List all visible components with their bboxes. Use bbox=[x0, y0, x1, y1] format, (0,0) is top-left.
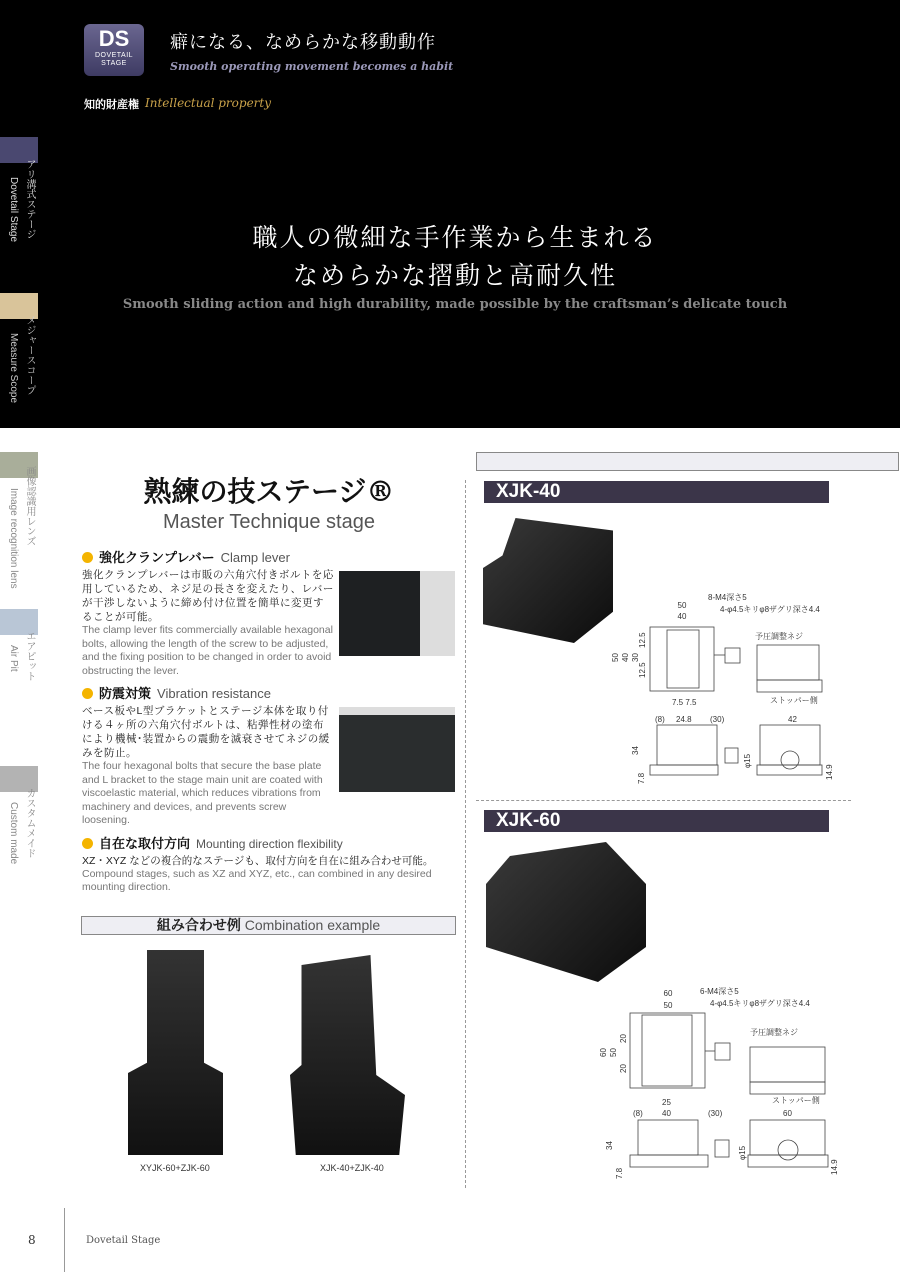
bullet-icon bbox=[82, 552, 93, 563]
ip-label: 知的財産権 bbox=[84, 98, 139, 111]
svg-text:14.9: 14.9 bbox=[830, 1159, 839, 1175]
xjk40-photo bbox=[483, 518, 613, 643]
svg-text:25: 25 bbox=[662, 1098, 671, 1107]
xjk40-holes: 4-φ4.5キリφ8ザグリ深さ4.4 bbox=[720, 605, 820, 614]
svg-text:34: 34 bbox=[631, 746, 640, 755]
svg-text:7.8: 7.8 bbox=[637, 772, 646, 784]
product-divider bbox=[476, 800, 851, 801]
svg-text:φ15: φ15 bbox=[738, 1145, 747, 1160]
svg-text:20: 20 bbox=[619, 1034, 628, 1043]
svg-text:20: 20 bbox=[619, 1064, 628, 1073]
xjk40-tap: 8-M4深さ5 bbox=[708, 593, 747, 602]
svg-text:24.8: 24.8 bbox=[676, 715, 692, 724]
svg-text:60: 60 bbox=[599, 1048, 608, 1057]
svg-text:14.9: 14.9 bbox=[825, 764, 834, 780]
product-title-xjk40: XJK-40 bbox=[484, 481, 829, 503]
svg-text:(30): (30) bbox=[710, 715, 725, 724]
header-title-jp: 癖になる、なめらかな移動動作 bbox=[170, 32, 436, 53]
right-header-bar bbox=[476, 452, 899, 471]
hero-en: Smooth sliding action and high durability, made possible by the craftsman’s delicate touch bbox=[122, 297, 788, 312]
svg-text:50: 50 bbox=[609, 1048, 618, 1057]
svg-text:12.5: 12.5 bbox=[638, 632, 647, 648]
footer-section: Dovetail Stage bbox=[86, 1235, 161, 1246]
svg-text:60: 60 bbox=[783, 1109, 792, 1118]
hero-banner bbox=[0, 0, 900, 428]
combination-header: 組み合わせ例 Combination example bbox=[81, 916, 456, 935]
svg-text:(8): (8) bbox=[655, 715, 665, 724]
side-tab-dovetail[interactable]: アリ溝式ステージ Dovetail Stage bbox=[0, 137, 38, 427]
svg-text:φ15: φ15 bbox=[743, 753, 752, 768]
svg-text:7.5 7.5: 7.5 7.5 bbox=[672, 698, 697, 707]
combination-photo-xyjk60 bbox=[128, 950, 223, 1155]
product-title-xjk60: XJK-60 bbox=[484, 810, 829, 832]
xjk40-drawing bbox=[600, 590, 840, 790]
bullet-icon bbox=[82, 688, 93, 699]
xjk40-stopper: ストッパー側 bbox=[770, 696, 818, 705]
svg-text:30: 30 bbox=[631, 653, 640, 662]
side-tab-measure-scope[interactable]: メジャースコープ Measure Scope bbox=[0, 293, 38, 423]
footer-divider bbox=[64, 1208, 65, 1272]
svg-text:42: 42 bbox=[788, 715, 797, 724]
column-divider bbox=[465, 480, 466, 1188]
xjk60-holes: 4-φ4.5キリφ8ザグリ深さ4.4 bbox=[710, 999, 810, 1008]
svg-text:50: 50 bbox=[677, 601, 687, 610]
caption-1: XYJK-60+ZJK-60 bbox=[140, 1163, 210, 1173]
intro-title: 熟練の技ステージ® bbox=[143, 475, 395, 508]
hero-line-2: なめらかな摺動と高耐久性 bbox=[292, 261, 617, 290]
ip-label-en: Intellectual property bbox=[145, 96, 272, 110]
features-list bbox=[82, 550, 457, 903]
page-number: 8 bbox=[28, 1233, 36, 1247]
xjk60-stopper: ストッパー側 bbox=[772, 1096, 820, 1105]
svg-text:(30): (30) bbox=[708, 1109, 723, 1118]
svg-text:50: 50 bbox=[663, 1001, 673, 1010]
xjk60-drawing bbox=[600, 985, 840, 1185]
ds-badge: DS DOVETAIL STAGE bbox=[84, 24, 144, 76]
side-tab-custom-made[interactable]: カスタムメイド Custom made bbox=[0, 766, 38, 876]
feature-clamp-lever: 強化クランプレバー Clamp lever 強化クランプレバーは市販の六角穴付きボルトを応用しているため、ネジ足の長さを変えたり、レバーが干渉しないように締め付け位置を簡単に変更することが可能。 The clamp lever fits commercially available hexagonal bolts, allowing the length of the screw to be adjusted, and the fixing position to be changed in order to avoid obstructing the lever. bbox=[82, 550, 334, 677]
svg-text:12.5: 12.5 bbox=[638, 662, 647, 678]
xjk60-photo bbox=[486, 842, 646, 982]
xjk40-preload: 予圧調整ネジ bbox=[755, 632, 803, 641]
hero-line-1: 職人の微細な手作業から生まれる bbox=[252, 223, 658, 252]
xjk60-tap: 6-M4深さ5 bbox=[700, 987, 739, 996]
svg-text:7.8: 7.8 bbox=[615, 1167, 624, 1179]
svg-text:(8): (8) bbox=[633, 1109, 643, 1118]
feature-vibration: 防震対策 Vibration resistance ベース板やL型ブラケットとステージ本体を取り付ける４ヶ所の六角穴付ボルトは、粘弾性材の塗布により機械･装置からの震動を滅衰させてネジの緩みを防止。 The four hexagonal bolts that secure the base plate and L bracket to the stage main unit are coated with viscoelastic material, which reduces vibrations from machinery and devices, and prevents screw loosening. bbox=[82, 686, 330, 826]
feature-mounting: 自在な取付方向 Mounting direction flexibility XZ・XYZ などの複合的なステージも、取付方向を自在に組み合わせ可能。 Compound stages, such as XZ and XYZ, etc., can combined in any desired mounting direction. bbox=[82, 835, 434, 893]
svg-text:40: 40 bbox=[621, 653, 630, 662]
caption-2: XJK-40+ZJK-40 bbox=[320, 1163, 384, 1173]
svg-text:40: 40 bbox=[677, 612, 687, 621]
svg-text:50: 50 bbox=[611, 653, 620, 662]
svg-text:34: 34 bbox=[605, 1141, 614, 1150]
side-tab-air-pit[interactable]: エアピット Air Pit bbox=[0, 609, 38, 689]
side-tab-image-lens[interactable]: 画像認識用レンズ Image recognition lens bbox=[0, 452, 38, 602]
bullet-icon bbox=[82, 838, 93, 849]
svg-text:40: 40 bbox=[662, 1109, 671, 1118]
xjk60-preload: 予圧調整ネジ bbox=[750, 1028, 798, 1037]
header-title-en: Smooth operating movement becomes a habit bbox=[170, 60, 454, 73]
intro-subtitle: Master Technique stage bbox=[163, 511, 375, 533]
svg-text:60: 60 bbox=[663, 989, 673, 998]
combination-photo-xjk40 bbox=[290, 955, 405, 1155]
